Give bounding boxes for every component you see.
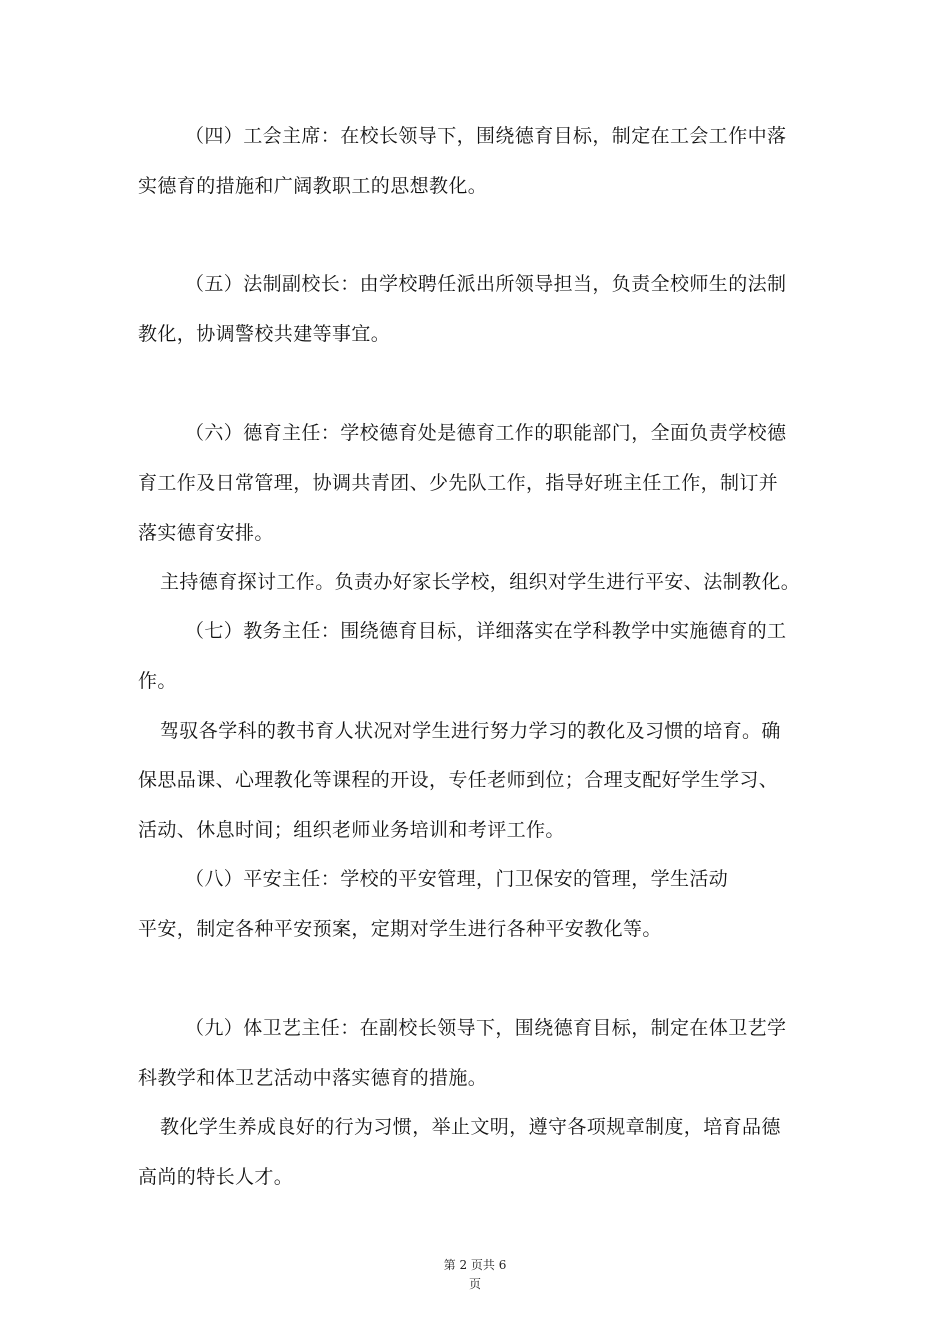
text-line: （七）教务主任：围绕德育目标，详细落实在学科教学中实施德育的工 <box>185 620 787 642</box>
text-line: 平安，制定各种平安预案，定期对学生进行各种平安教化等。 <box>138 918 662 940</box>
page-number-line1: 第 2 页共 6 <box>443 1258 507 1272</box>
text-line: 主持德育探讨工作。负责办好家长学校，组织对学生进行平安、法制教化。 <box>160 571 801 593</box>
page-number-line2: 页 <box>468 1277 481 1291</box>
text-line: 高尚的特长人才。 <box>138 1166 294 1188</box>
text-line: （六）德育主任：学校德育处是德育工作的职能部门，全面负责学校德 <box>185 422 787 444</box>
text-line: （九）体卫艺主任：在副校长领导下，围绕德育目标，制定在体卫艺学 <box>185 1017 787 1039</box>
text-line: 实德育的措施和广阔教职工的思想教化。 <box>138 175 488 197</box>
text-line: （四）工会主席：在校长领导下，围绕德育目标，制定在工会工作中落 <box>185 125 787 147</box>
text-line: （五）法制副校长：由学校聘任派出所领导担当，负责全校师生的法制 <box>185 273 787 295</box>
text-line: 教化，协调警校共建等事宜。 <box>138 323 391 345</box>
text-line: 驾驭各学科的教书育人状况对学生进行努力学习的教化及习惯的培育。确 <box>160 720 781 742</box>
text-line: 落实德育安排。 <box>138 522 274 544</box>
text-line: 活动、休息时间；组织老师业务培训和考评工作。 <box>138 819 565 841</box>
text-line: 教化学生养成良好的行为习惯，举止文明，遵守各项规章制度，培育品德 <box>160 1116 781 1138</box>
text-line: 育工作及日常管理，协调共青团、少先队工作，指导好班主任工作，制订并 <box>138 472 779 494</box>
text-line: 科教学和体卫艺活动中落实德育的措施。 <box>138 1067 488 1089</box>
text-line: 作。 <box>138 670 177 692</box>
text-line: （八）平安主任：学校的平安管理，门卫保安的管理，学生活动 <box>185 868 729 890</box>
text-line: 保思品课、心理教化等课程的开设，专任老师到位；合理支配好学生学习、 <box>138 769 779 791</box>
